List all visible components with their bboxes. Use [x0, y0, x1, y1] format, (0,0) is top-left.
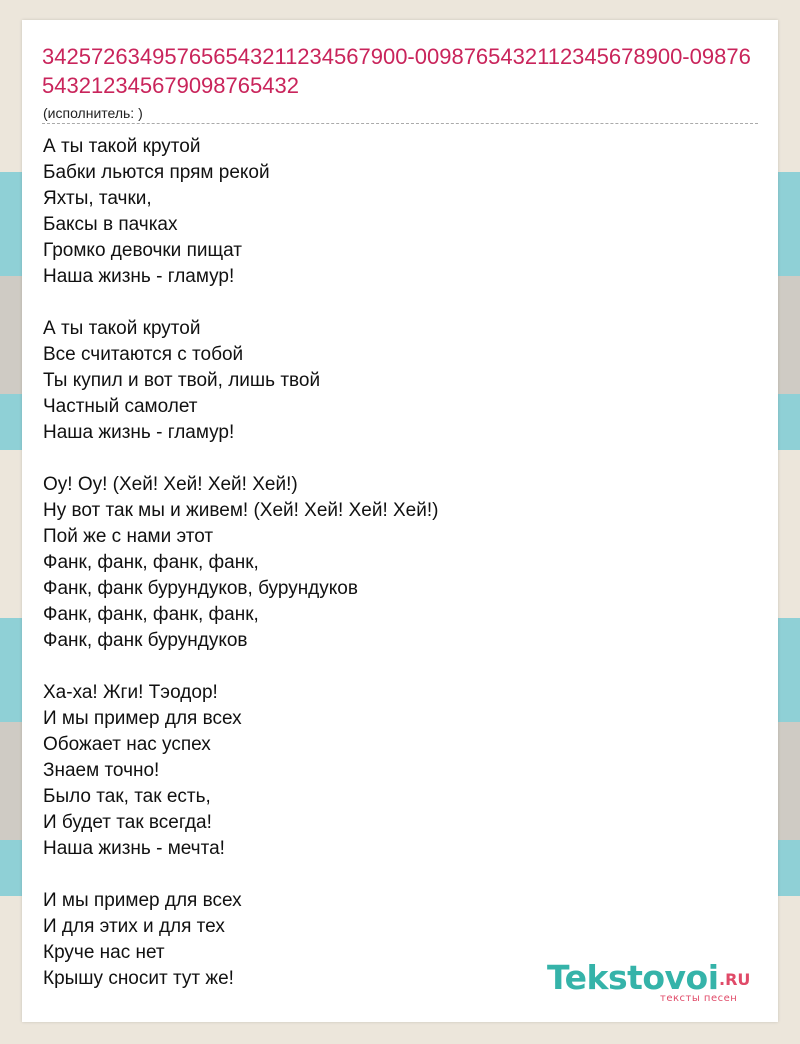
song-title: 342572634957656543211234567900-0098765432112345678900-09876543212345679098765432 — [42, 44, 751, 98]
lyric-line: И мы пример для всех — [43, 890, 242, 911]
lyric-line: Наша жизнь - мечта! — [43, 838, 225, 859]
lyrics-text — [43, 134, 743, 992]
lyric-line: Бабки льются прям рекой — [43, 162, 270, 183]
lyric-line: Баксы в пачках — [43, 214, 178, 235]
lyric-line: Ты купил и вот твой, лишь твой — [43, 370, 321, 391]
lyric-line: И для этих и для тех — [43, 916, 225, 937]
lyric-line: Фанк, фанк, фанк, фанк, — [43, 552, 259, 573]
divider — [42, 123, 758, 124]
lyric-line: Фанк, фанк бурундуков, бурундуков — [43, 578, 358, 599]
lyric-line: И будет так всегда! — [43, 812, 212, 833]
stanza-break — [43, 446, 743, 472]
site-logo[interactable] — [547, 958, 757, 1008]
lyric-line: Обожает нас успех — [43, 734, 211, 755]
logo-tagline: тексты песен — [660, 993, 738, 1004]
lyric-line: Наша жизнь - гламур! — [43, 422, 235, 443]
lyric-line: Было так, так есть, — [43, 786, 211, 807]
lyric-line: Фанк, фанк бурундуков — [43, 630, 248, 651]
lyric-line: Знаем точно! — [43, 760, 160, 781]
lyric-line: Яхты, тачки, — [43, 188, 152, 209]
artist-line: (исполнитель: ) — [43, 105, 143, 121]
lyric-line: Круче нас нет — [43, 942, 165, 963]
lyrics-card — [22, 20, 778, 1022]
lyric-line: Оу! Оу! (Хей! Хей! Хей! Хей!) — [43, 474, 298, 495]
stanza-break — [43, 654, 743, 680]
lyric-line: И мы пример для всех — [43, 708, 242, 729]
lyric-line: Громко девочки пищат — [43, 240, 242, 261]
logo-tld: .RU — [719, 970, 751, 989]
lyric-line: Ха-ха! Жги! Тэодор! — [43, 682, 218, 703]
lyric-line: А ты такой крутой — [43, 136, 201, 157]
lyric-line: Крышу сносит тут же! — [43, 968, 234, 989]
lyric-line: Пой же с нами этот — [43, 526, 214, 547]
stanza-break — [43, 290, 743, 316]
lyric-line: Наша жизнь - гламур! — [43, 266, 235, 287]
logo-name: Tekstovoi — [547, 958, 719, 997]
lyric-line: Фанк, фанк, фанк, фанк, — [43, 604, 259, 625]
lyric-line: А ты такой крутой — [43, 318, 201, 339]
lyric-line: Частный самолет — [43, 396, 198, 417]
stanza-break — [43, 862, 743, 888]
lyric-line: Все считаются с тобой — [43, 344, 244, 365]
lyric-line: Ну вот так мы и живем! (Хей! Хей! Хей! Хей!) — [43, 500, 439, 521]
